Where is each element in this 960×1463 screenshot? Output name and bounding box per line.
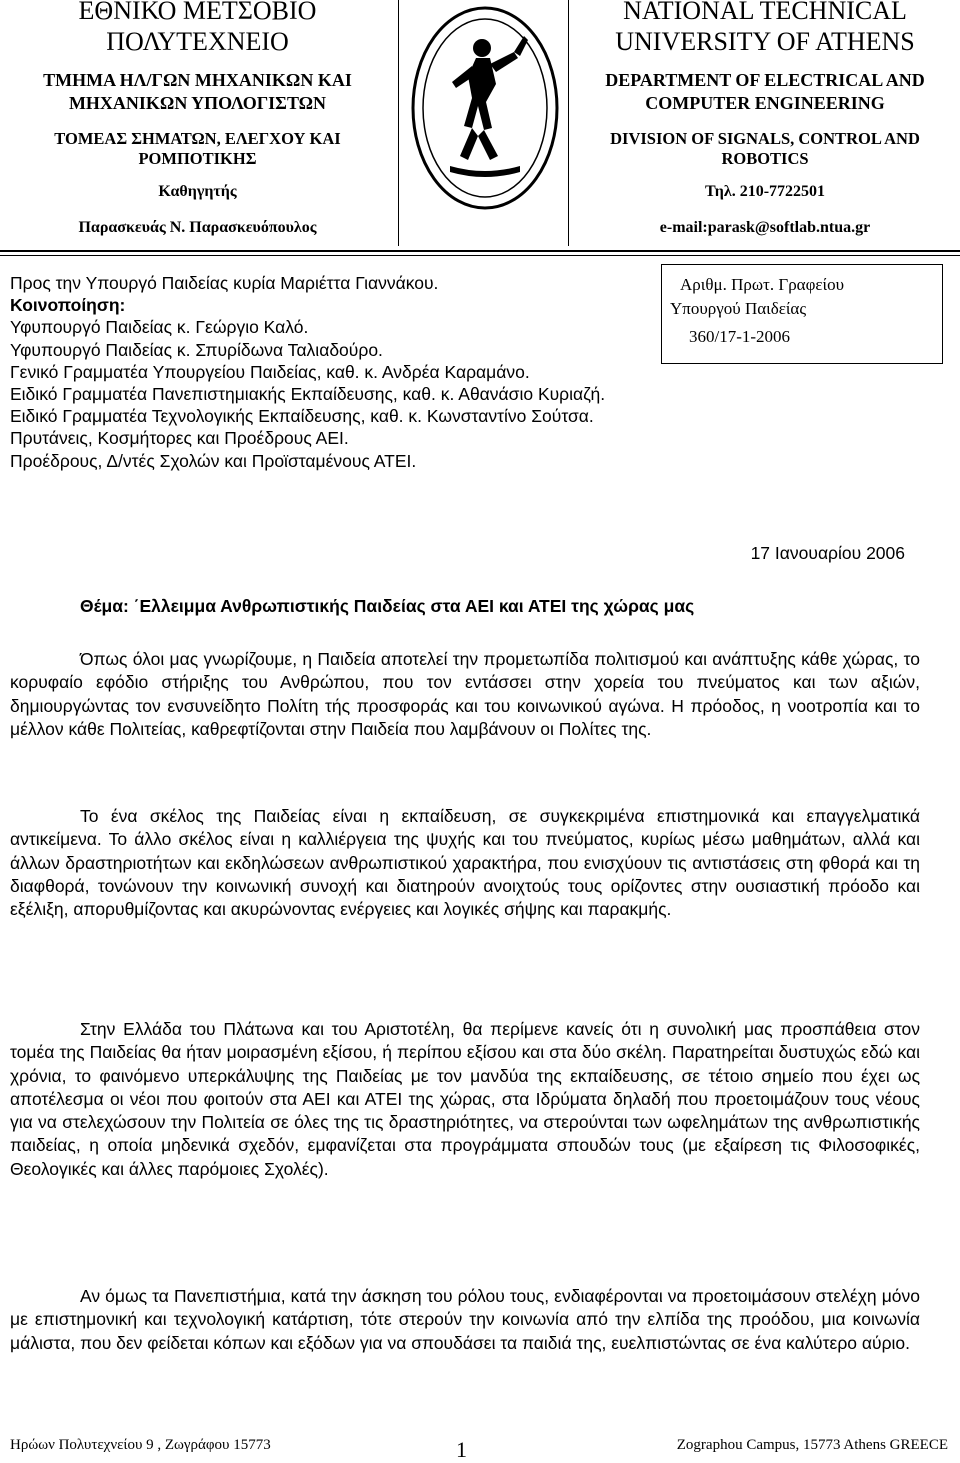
letterhead-greek bbox=[0, 0, 395, 236]
body-paragraph: Το ένα σκέλος της Παιδείας είναι η εκπαίδευση, σε συγκεκριμένα επιστημονικά και επαγγελματικά αντικείμενα. Το άλλο σκέλος είναι η καλλιέργεια της ψυχής και του πνεύματος, κυρίως μέσω μαθημάτων, αλλά και άλλων δραστηριοτήτων και εκδηλώσεων ανθρωπιστικού χαρακτήρα, που ενισχύουν τις αντιστάσεις στη φθορά και τη διαφθορά, τονώνουν την κοινωνική συνοχή και διατηρούν ανοιχτούς τους ορίζοντες στην ουσιαστική πρόοδο και εξέλιξη, απορυθμίζοντας και ακυρώνοντας ενέργειες και λογικές σήψης και παρακμής. bbox=[10, 806, 920, 920]
body-paragraph: Όπως όλοι μας γνωρίζουμε, η Παιδεία αποτελεί την προμετωπίδα πολιτισμού και ανάπτυξης κάθε χώρας, το κορυφαίο εφόδιο στήριξης του Ανθρώπου, που τον εντάσσει στην χορεία του πνεύματος και των αξιών, δημιουργώντας τον ενσυνείδητο Πολίτη τής προσφοράς και του κοινωνικού αγώνα. Η πρόοδος, η νοοτροπία και το μέλλον κάθε Πολιτείας, καθρεφτίζονται στην Παιδεία που λαμβάνουν οι Πολίτες της. bbox=[10, 649, 920, 739]
letterhead-rule bbox=[0, 250, 960, 252]
department-greek: ΤΜΗΜΑ ΗΛ/ΓΩΝ ΜΗΧΑΝΙΚΩΝ ΚΑΙ ΜΗΧΑΝΙΚΩΝ ΥΠΟΛΟΓΙΣΤΩΝ bbox=[43, 70, 352, 113]
page-number: 1 bbox=[456, 1437, 467, 1462]
letterhead-divider-right bbox=[568, 0, 569, 246]
footer-address-greek: Ηρώων Πολυτεχνείου 9 , Ζωγράφου 15773 bbox=[10, 1437, 271, 1453]
university-name-greek: ΕΘΝΙΚΟ ΜΕΤΣΟΒΙΟ ΠΟΛΥΤΕΧΝΕΙΟ bbox=[78, 0, 317, 56]
cc-recipient: Υφυπουργό Παιδείας κ. Γεώργιο Καλό. bbox=[10, 317, 309, 338]
professor-title: Καθηγητής bbox=[158, 183, 237, 200]
protocol-line-2: Υπουργού Παιδείας bbox=[670, 299, 807, 318]
protocol-number-box bbox=[661, 264, 943, 364]
cc-label: Κοινοποίηση: bbox=[10, 295, 126, 316]
professor-name: Παρασκευάς Ν. Παρασκευόπουλος bbox=[78, 219, 317, 236]
university-name-english: NATIONAL TECHNICAL UNIVERSITY OF ATHENS bbox=[615, 0, 915, 56]
protocol-number: 360/17-1-2006 bbox=[689, 327, 791, 346]
recipient-to: Προς την Υπουργό Παιδείας κυρία Μαριέττα Γιαννάκου. bbox=[10, 273, 439, 293]
footer-address-english: Zographou Campus, 15773 Athens GREECE bbox=[676, 1437, 948, 1453]
phone-number: Τηλ. 210-7722501 bbox=[704, 183, 826, 200]
department-english: DEPARTMENT OF ELECTRICAL AND COMPUTER ENGINEERING bbox=[605, 70, 925, 113]
cc-recipient: Προέδρους, Δ/ντές Σχολών και Προϊσταμένους ΑΤΕΙ. bbox=[10, 450, 417, 471]
prometheus-emblem-logo bbox=[410, 6, 560, 211]
letterhead-english bbox=[570, 0, 960, 236]
cc-recipient: Γενικό Γραμματέα Υπουργείου Παιδείας, καθ. κ. Ανδρέα Καραμάνο. bbox=[10, 361, 530, 382]
cc-recipient: Πρυτάνεις, Κοσμήτορες και Προέδρους ΑΕΙ. bbox=[10, 428, 349, 449]
letterhead-divider-left bbox=[398, 0, 399, 246]
body-paragraph: Αν όμως τα Πανεπιστήμια, κατά την άσκηση του ρόλου τους, ενδιαφέρονται να προετοιμάσουν στελέχη μόνο με επιστημονική και τεχνολογική κατάρτιση, τότε στερούν την κοινωνία από την ελπίδα της προόδου, μια κοινωνία μάλιστα, που δεν φείδεται κόπων και εξόδων για να σπουδάσει τα παιδιά της, ευελπιστώντας σε ένα καλύτερο αύριο. bbox=[10, 1286, 920, 1353]
division-english: DIVISION OF SIGNALS, CONTROL AND ROBOTICS bbox=[610, 129, 920, 168]
letterhead-rule-thin bbox=[0, 255, 960, 256]
recipients-block bbox=[10, 272, 605, 472]
cc-recipient: Υφυπουργό Παιδείας κ. Σπυρίδωνα Ταλιαδούρο. bbox=[10, 339, 383, 360]
cc-recipient: Ειδικό Γραμματέα Τεχνολογικής Εκπαίδευσης, καθ. κ. Κωνσταντίνο Σούτσα. bbox=[10, 406, 594, 427]
body-paragraph: Στην Ελλάδα του Πλάτωνα και του Αριστοτέλη, θα περίμενε κανείς ότι η συνολική μας προσπάθεια στον τομέα της Παιδείας θα ήταν μοιρασμένη εξίσου, ή περίπου εξίσου και στα δύο σκέλη. Παρατηρείται δυστυχώς εδώ και χρόνια, το φαινόμενο υπερκάλυψης της Παιδείας με τον μανδύα της εκπαίδευσης, σε τέτοιο σημείο που έχει ως αποτέλεσμα οι νέοι που φοιτούν στα ΑΕΙ και ΑΤΕΙ της χώρας, στα Ιδρύματα δηλαδή που προετοιμάζουν τους νέους για να στελεχώσουν την Πολιτεία σε όλες της τις δραστηριότητες, να στερούνται των ωφελημάτων της ανθρωπιστικής παιδείας, η οποία μηδενικά σχεδόν, εμφανίζεται στα προγράμματα σπουδών τους (με εξαίρεση τις Φιλοσοφικές, Θεολογικές και άλλες παρόμοιες Σχολές). bbox=[10, 1019, 920, 1179]
division-greek: ΤΟΜΕΑΣ ΣΗΜΑΤΩΝ, ΕΛΕΓΧΟΥ ΚΑΙ ΡΟΜΠΟΤΙΚΗΣ bbox=[54, 129, 341, 168]
letter-date: 17 Ιανουαρίου 2006 bbox=[750, 543, 905, 563]
cc-recipient: Ειδικό Γραμματέα Πανεπιστημιακής Εκπαίδευσης, καθ. κ. Αθανάσιο Κυριαζή. bbox=[10, 384, 606, 405]
email-address[interactable]: e-mail:parask@softlab.ntua.gr bbox=[659, 219, 871, 236]
protocol-line-1: Αριθμ. Πρωτ. Γραφείου bbox=[680, 275, 845, 294]
letter-subject: Θέμα: ΄Ελλειμμα Ανθρωπιστικής Παιδείας στα ΑΕΙ και ΑΤΕΙ της χώρας μας bbox=[80, 596, 695, 616]
